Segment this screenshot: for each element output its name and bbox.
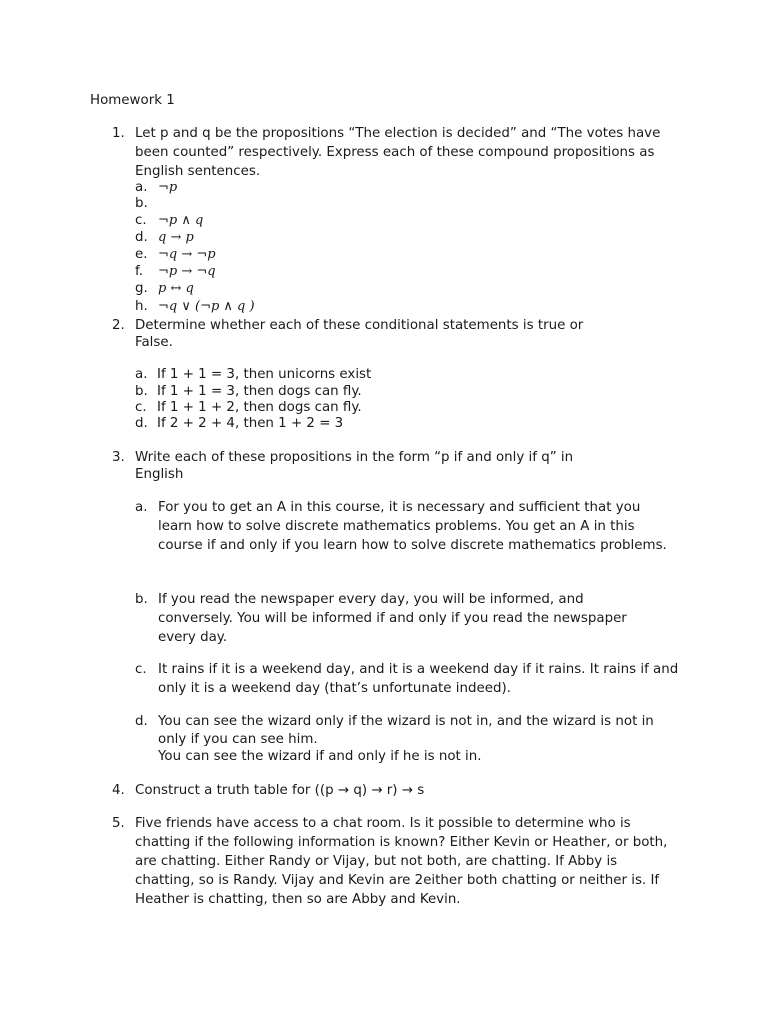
item-text: It rains if it is a weekend day, and it is a weekend day if it rains. It rains if and only it is a weekend day (that’s unfortunate indeed).	[158, 662, 679, 696]
q1-item-h	[135, 299, 435, 315]
q2-item-c	[135, 400, 535, 416]
item-text: If 2 + 2 + 4, then 1 + 2 = 3	[157, 416, 344, 431]
item-math: ¬q ∨ (¬p ∧ q )	[158, 299, 255, 314]
item-text	[158, 713, 680, 766]
item-text-line2: You can see the wizard if and only if he is not in.	[158, 749, 482, 764]
item-label: d.	[135, 416, 148, 431]
q1-item-c	[135, 213, 435, 229]
item-math: p ↔ q	[158, 281, 194, 296]
q2-item-b	[135, 384, 535, 400]
item-label: c.	[135, 400, 147, 415]
item-label: b.	[135, 384, 148, 399]
q1-text: Let p and q be the propositions “The election is decided” and “The votes have been counted” respectively. Express each of these compound propositions as English sentences.	[135, 126, 661, 179]
q1-number: 1.	[112, 126, 125, 141]
item-label: d.	[135, 714, 148, 729]
item-text: If 1 + 1 + 2, then dogs can fly.	[157, 400, 362, 415]
q1-item-f	[135, 264, 435, 280]
q2-text-line1: Determine whether each of these conditional statements is true or	[135, 318, 584, 333]
item-label: d.	[135, 230, 148, 245]
item-text: If you read the newspaper every day, you will be informed, and conversely. You will be informed if and only if you read the newspaper every day.	[158, 592, 627, 645]
item-math: ¬q → ¬p	[158, 247, 216, 262]
item-text-line1: You can see the wizard only if the wizard is not in, and the wizard is not in only if you can see him.	[158, 714, 654, 747]
item-label: f.	[135, 264, 143, 279]
item-math: q → p	[158, 230, 194, 245]
q2-text-line2: False.	[135, 335, 173, 350]
item-label: e.	[135, 247, 148, 262]
q1-item-d	[135, 230, 435, 246]
item-label: a.	[135, 367, 148, 382]
item-text: If 1 + 1 = 3, then dogs can fly.	[157, 384, 362, 399]
item-label: a.	[135, 180, 148, 195]
q1-item-e	[135, 247, 435, 263]
q3-text	[135, 449, 695, 483]
item-label: a.	[135, 500, 148, 515]
item-label: b.	[135, 196, 148, 211]
item-text: For you to get an A in this course, it is necessary and sufficient that you learn how to solve discrete mathematics problems. You get an A in this course if and only if you learn how to solve discrete mathematics problems.	[158, 500, 667, 553]
q4-text: Construct a truth table for ((p → q) → r) → s	[135, 783, 425, 798]
q2-number: 2.	[112, 318, 125, 333]
item-label: c.	[135, 662, 147, 677]
q5-text: Five friends have access to a chat room. Is it possible to determine who is chatting if the following information is known? Either Kevin or Heather, or both, are chatting. Either Randy or Vijay, but not both, are chatting. If Abby is chatting, so is Randy. Vijay and Kevin are 2either both chatting or neither is. If Heather is chatting, then so are Abby and Kevin.	[135, 816, 668, 907]
q1-item-a	[135, 180, 435, 196]
item-label: c.	[135, 213, 147, 228]
document-title: Homework 1	[90, 93, 175, 108]
q2-text	[135, 317, 695, 351]
q3-number: 3.	[112, 450, 125, 465]
item-label: g.	[135, 281, 148, 296]
q2-item-a	[135, 367, 535, 383]
q3-item-a	[135, 498, 675, 555]
item-label: b.	[135, 592, 148, 607]
q3-text-line1: Write each of these propositions in the form “p if and only if q” in	[135, 450, 574, 465]
q1-item-g	[135, 281, 435, 297]
item-math: ¬p	[158, 180, 178, 195]
q4-number: 4.	[112, 783, 125, 798]
q3-item-d	[135, 713, 680, 766]
q5-number: 5.	[112, 816, 125, 831]
q1-item-b	[135, 196, 435, 212]
q3-item-c	[135, 660, 680, 698]
q2-item-d	[135, 416, 535, 432]
q3-item-b	[135, 590, 655, 647]
item-label: h.	[135, 299, 148, 314]
item-text: If 1 + 1 = 3, then unicorns exist	[157, 367, 372, 382]
item-math: ¬p → ¬q	[158, 264, 216, 279]
item-math: ¬p ∧ q	[158, 213, 204, 228]
q3-text-line2: English	[135, 467, 184, 482]
